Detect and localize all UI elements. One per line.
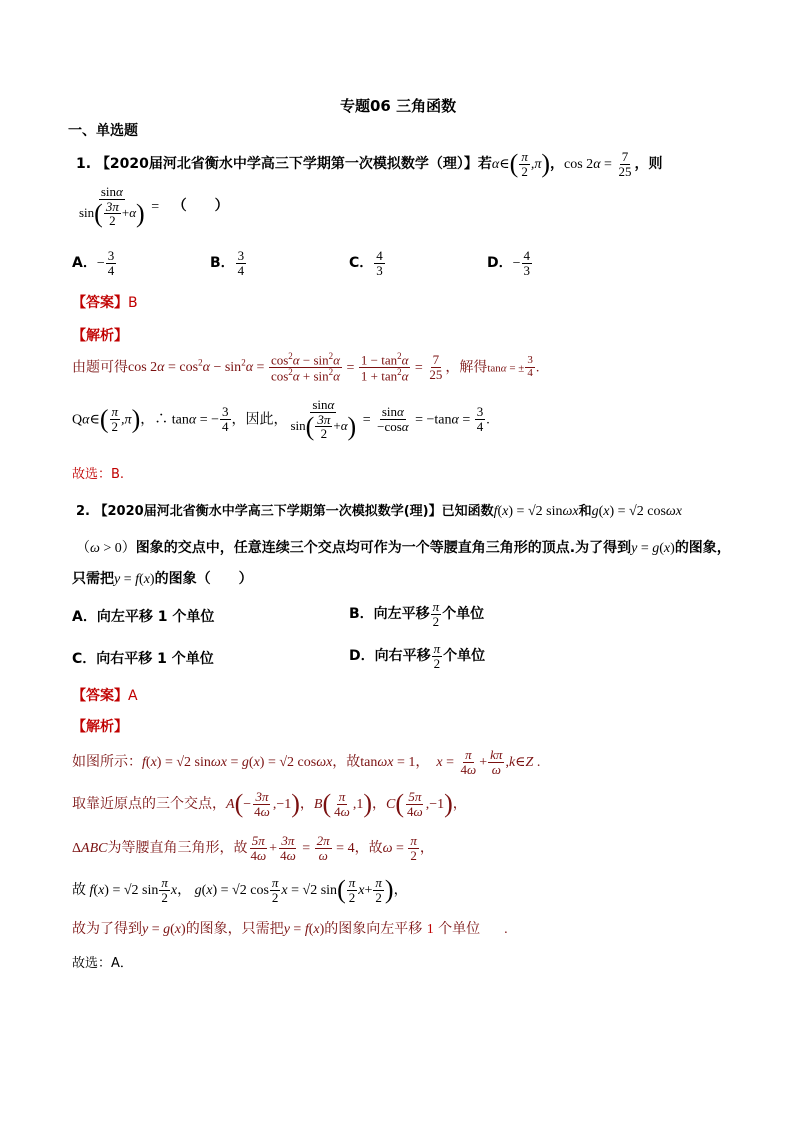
q2-option-a: A．向左平移 1 个单位 [72,609,215,625]
q1-source: 【2020届河北省衡水中学高三下学期第一次模拟数学（理）】 [95,156,478,173]
q1-expression: sinα sin( $\frac{3\pi}{2}$ +α) = （ ） [79,184,229,229]
q2-conclusion: 故选：A． [72,956,133,971]
q1-conclusion: 故选：B. [72,467,125,482]
q1-blank: （ ） [172,198,229,215]
q2-analysis-label: 【解析】 [72,719,128,735]
q2-analysis-line5: 故为了得到y = g(x)的图象，只需把y = f(x)的图象向左平移 1 个单位 . [72,921,508,937]
q1-answer: 【答案】B [72,295,138,311]
q2-stem-line2: （ω > 0）图象的交点中，任意连续三个交点均可作为一个等腰直角三角形的顶点.为了得到y = g(x)的图象， [76,540,731,556]
q2-option-c: C．向右平移 1 个单位 [72,651,214,667]
q2-stem-line3: 只需把y = f(x)的图象（ ） [72,571,253,587]
q2-option-d: D．向右平移 $\frac{\pi}{2}$ 个单位 [349,641,486,671]
q2-analysis-line3: ΔABC为等腰直角三角形，故 $\frac{5\pi}{4\omega}$ + $\frac{3\pi}{4\omega}$ = $\frac{2\pi}{\omega}$ = 4，故ω = $\frac{\pi}{2}$ ， [72,833,434,863]
q1-analysis-line1: 由题可得$\cos 2\alpha = \cos^2\alpha - \sin^2\alpha$ = $\frac{\cos^2\alpha - \sin^2\alpha}{\cos^2\alpha + \sin^2\alpha}$ = $\frac{1 - \tan^2\alpha}{1 + \tan^2\alpha}$ = $\frac{7}{25}$ ，解得tanα = ± $\frac{3}{4}$ . [72,351,540,384]
q1-ruo: 若 [477,156,492,173]
q1-analysis-label: 【解析】 [72,328,128,344]
q2-source: 【2020届河北省衡水中学高三下学期第一次模拟数学(理)】 [94,504,442,519]
q1-ze: ，则 [634,156,663,173]
q2-answer: 【答案】A [72,688,138,704]
q1-number: 1. [76,156,92,173]
q2-analysis-line1: 如图所示：f(x) = √2 sinωx = g(x) = √2 cosωx，故tanωx = 1， x = $\frac{\pi}{4\omega}$ + $\frac{k\pi}{\omega}$ ,k∈Z . [72,747,541,777]
q1-analysis-line2: Qα∈( $\frac{\pi}{2}$ ,π)，∴ tanα = − $\frac{3}{4}$ ，因此， sinα sin( $\frac{3\pi}{2}$ +α) = $\frac{\sin\alpha}{-\cos\alpha}$ = −tanα = $\frac{3}{4}$ . [72,397,490,442]
q2-stem-line1: 2. 【2020届河北省衡水中学高三下学期第一次模拟数学(理)】已知函数f(x) = √2 sinωx和g(x) = √2 cosωx [76,504,683,519]
q1-option-c: C． $\frac{4}{3}$ [349,248,383,278]
q1-option-d: D．− $\frac{4}{3}$ [487,248,531,278]
q2-analysis-line4: 故 f(x) = √2 sin $\frac{\pi}{2}$ x， g(x) = √2 cos $\frac{\pi}{2}$ x = √2 sin( $\frac{\pi}{2}$ x+ $\frac{\pi}{2}$ )， [72,875,408,905]
page-title: 专题06 三角函数 [340,97,457,115]
q2-option-b: B．向左平移 $\frac{\pi}{2}$ 个单位 [349,599,485,629]
section-heading: 一、单选题 [68,123,138,139]
q1-option-a: A．− $\frac{3}{4}$ [72,248,115,278]
q1-stem-line1: 1. 【2020届河北省衡水中学高三下学期第一次模拟数学（理）】若α∈( $\frac{\pi}{2}$ ,π)，cos 2α = $\frac{7}{25}$ ，则 [76,149,663,179]
q1-option-b: B． $\frac{3}{4}$ [210,248,245,278]
q2-analysis-line2: 取靠近原点的三个交点，A(− $\frac{3\pi}{4\omega}$ ,−1)，B( $\frac{\pi}{4\omega}$ ,1)，C( $\frac{5\pi}{4\omega}$ ,−1)， [72,789,467,819]
